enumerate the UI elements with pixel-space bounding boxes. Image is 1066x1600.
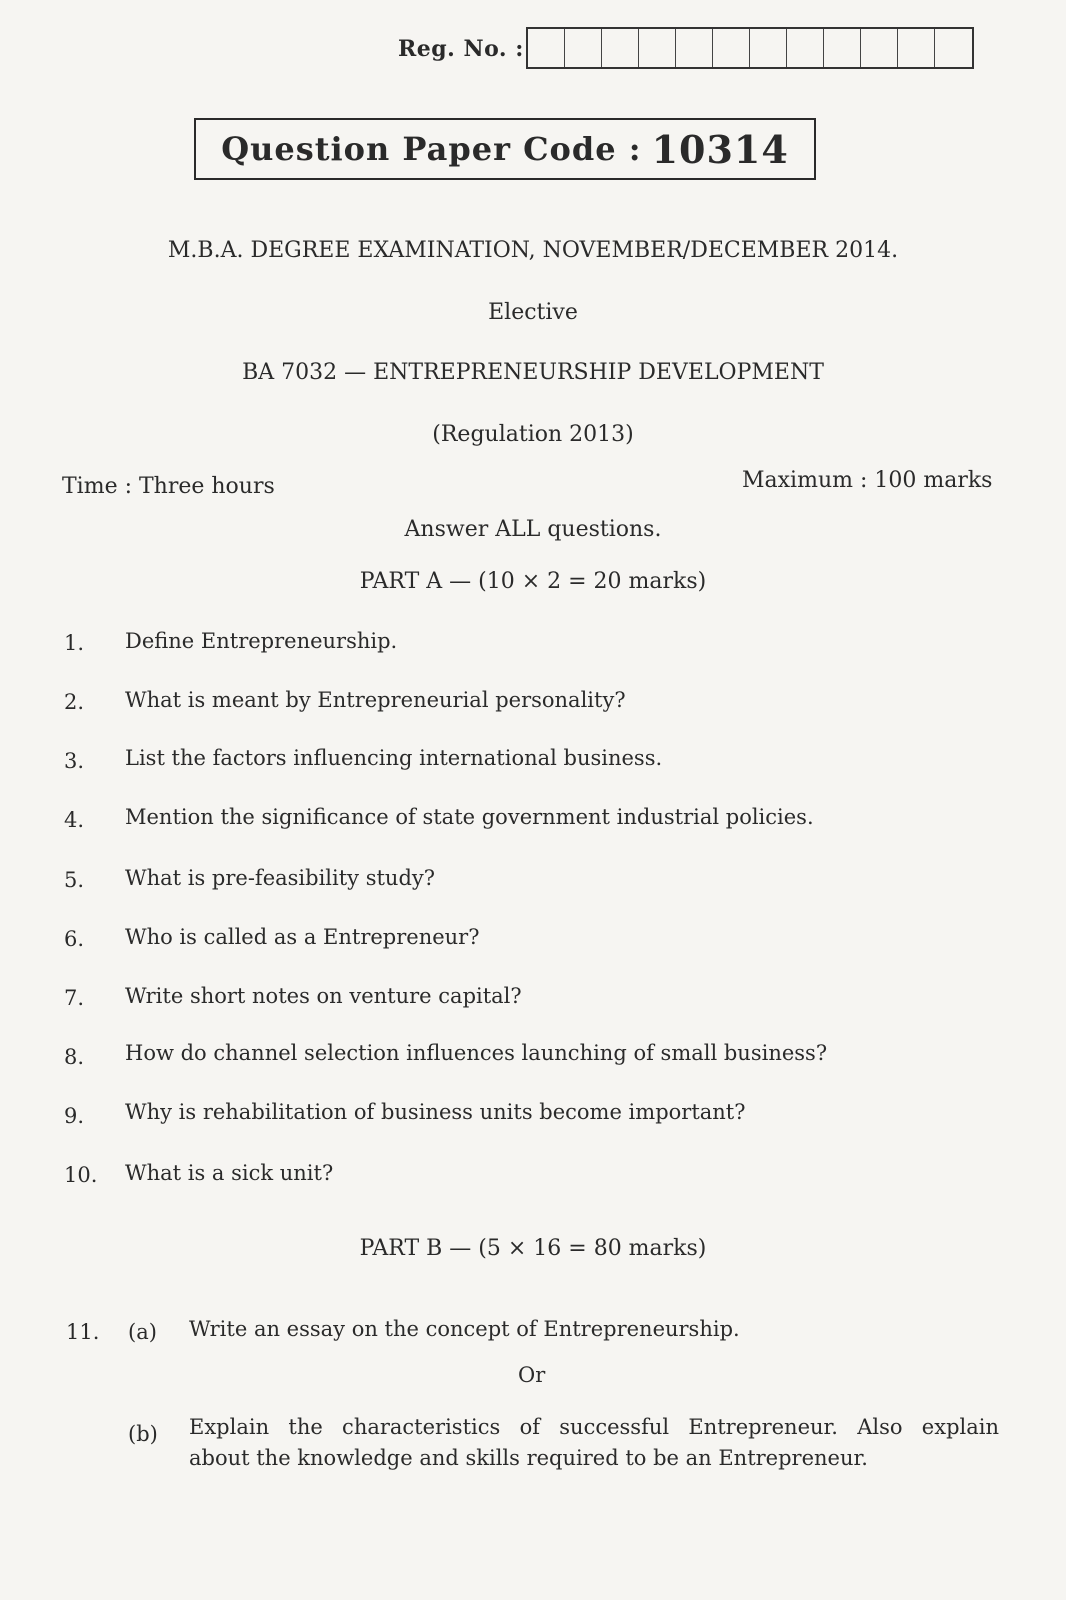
question-number: 9. <box>64 1104 85 1128</box>
code-label: Question Paper Code : <box>221 130 642 168</box>
question-text: Write short notes on venture capital? <box>125 984 522 1008</box>
question-text: List the factors influencing international business. <box>125 746 663 770</box>
question-number: 5. <box>64 868 85 892</box>
question-number: 1. <box>64 631 85 655</box>
question-number: 4. <box>64 808 85 832</box>
question-text: Mention the significance of state government industrial policies. <box>125 805 814 829</box>
sub-question-text: about the knowledge and skills required to be an Entrepreneur. <box>189 1446 868 1470</box>
exam-subject: BA 7032 — ENTREPRENEURSHIP DEVELOPMENT <box>242 360 824 385</box>
question-text: Who is called as a Entrepreneur? <box>125 925 480 949</box>
exam-instruction: Answer ALL questions. <box>404 517 662 542</box>
reg-no-digit-box <box>935 29 972 67</box>
sub-question-label: (a) <box>128 1320 157 1344</box>
question-text: What is meant by Entrepreneurial personality? <box>125 688 626 712</box>
or-separator: Or <box>518 1363 546 1387</box>
reg-no-digit-box <box>750 29 787 67</box>
reg-no-digit-box <box>713 29 750 67</box>
question-number: 3. <box>64 749 85 773</box>
question-text: What is a sick unit? <box>125 1161 334 1185</box>
exam-max-marks: Maximum : 100 marks <box>742 468 993 493</box>
part-b-heading: PART B — (5 × 16 = 80 marks) <box>359 1236 707 1261</box>
sub-question-text: Explain the characteristics of successful Entrepreneur. Also explain <box>189 1415 999 1439</box>
reg-no-digit-box <box>898 29 935 67</box>
reg-no-digit-box <box>639 29 676 67</box>
reg-no-digit-box <box>528 29 565 67</box>
reg-no-boxes <box>526 27 974 69</box>
question-text: How do channel selection influences launching of small business? <box>125 1041 828 1065</box>
exam-stream: Elective <box>488 300 578 325</box>
question-text: What is pre-feasibility study? <box>125 866 436 890</box>
question-text: Define Entrepreneurship. <box>125 629 398 653</box>
question-number: 2. <box>64 690 85 714</box>
reg-no-digit-box <box>861 29 898 67</box>
sub-question-label: (b) <box>128 1422 158 1446</box>
reg-no-digit-box <box>824 29 861 67</box>
exam-title: M.B.A. DEGREE EXAMINATION, NOVEMBER/DECEMBER 2014. <box>167 238 899 263</box>
question-number: 10. <box>64 1163 98 1187</box>
question-text: Why is rehabilitation of business units become important? <box>125 1100 746 1124</box>
reg-no-digit-box <box>602 29 639 67</box>
question-number: 8. <box>64 1045 85 1069</box>
reg-no-label: Reg. No. : <box>398 36 524 62</box>
question-paper-code-box <box>194 118 816 180</box>
exam-regulation: (Regulation 2013) <box>432 422 634 447</box>
reg-no-digit-box <box>565 29 602 67</box>
question-number: 11. <box>66 1320 100 1344</box>
reg-no-digit-box <box>787 29 824 67</box>
question-number: 6. <box>64 927 85 951</box>
sub-question-text: Write an essay on the concept of Entrepreneurship. <box>189 1317 740 1341</box>
exam-time: Time : Three hours <box>62 474 275 499</box>
part-a-heading: PART A — (10 × 2 = 20 marks) <box>359 569 707 594</box>
reg-no-digit-box <box>676 29 713 67</box>
question-number: 7. <box>64 986 85 1010</box>
code-number: 10314 <box>651 126 789 172</box>
